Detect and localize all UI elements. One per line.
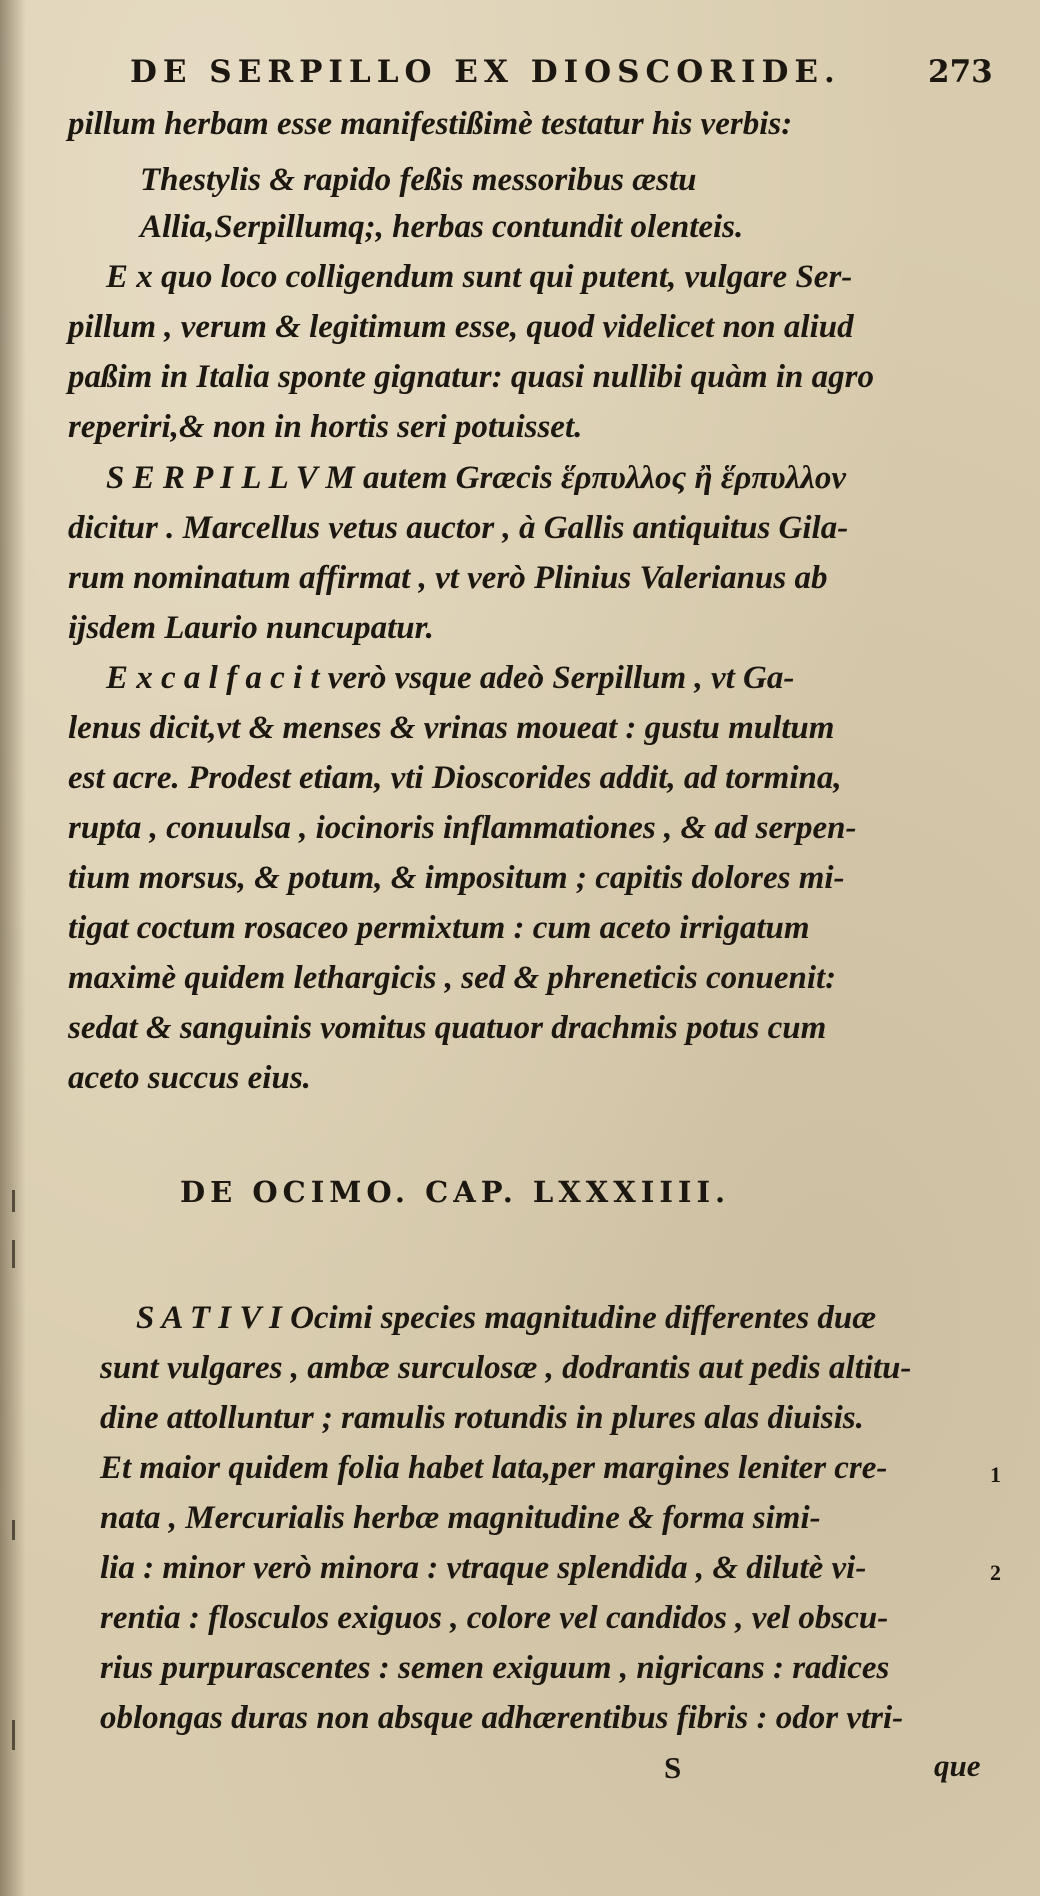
margin-note: 1 bbox=[990, 1462, 1001, 1487]
chapter-heading: DE OCIMO. CAP. LXXXIIII. bbox=[180, 1175, 731, 1209]
running-head: DE SERPILLO EX DIOSCORIDE. bbox=[130, 54, 841, 90]
ink-bleed-mark bbox=[12, 1720, 15, 1750]
page-number: 273 bbox=[928, 54, 993, 90]
text-line: sedat & sanguinis vomitus quatuor drachmis potus cum bbox=[68, 1010, 827, 1046]
text-line: sunt vulgares , ambæ surculosæ , dodrantis aut pedis altitu- bbox=[100, 1350, 912, 1386]
text-line: pillum , verum & legitimum esse, quod videlicet non aliud bbox=[68, 309, 854, 345]
text-line: rupta , conuulsa , iocinoris inflammationes , & ad serpen- bbox=[68, 810, 857, 846]
signature-mark: S bbox=[664, 1750, 682, 1785]
catchword: que bbox=[934, 1748, 981, 1783]
text-line: paßim in Italia sponte gignatur: quasi nullibi quàm in agro bbox=[68, 359, 874, 395]
margin-note: 2 bbox=[990, 1560, 1001, 1585]
page-edge-shadow bbox=[0, 0, 26, 1896]
ink-bleed-mark bbox=[12, 1240, 15, 1268]
verse-line: Thestylis & rapido feßis messoribus æstu bbox=[140, 162, 697, 198]
text-line: tium morsus, & potum, & impositum ; capitis dolores mi- bbox=[68, 860, 845, 896]
text-line: E x c a l f a c i t verò vsque adeò Serpillum , vt Ga- bbox=[106, 660, 795, 696]
text-line: lenus dicit,vt & menses & vrinas moueat : gustu multum bbox=[68, 710, 835, 746]
text-line: est acre. Prodest etiam, vti Dioscorides addit, ad tormina, bbox=[68, 760, 842, 796]
text-line: E x quo loco colligendum sunt qui putent, vulgare Ser- bbox=[106, 259, 853, 295]
page-header bbox=[0, 50, 1040, 100]
text-line: S A T I V I Ocimi species magnitudine differentes duæ bbox=[136, 1300, 877, 1336]
text-line: dine attolluntur ; ramulis rotundis in plures alas diuisis. bbox=[100, 1400, 864, 1436]
text-line: aceto succus eius. bbox=[68, 1060, 311, 1096]
text-line: lia : minor verò minora : vtraque splendida , & dilutè vi- bbox=[100, 1550, 867, 1586]
text-line: rentia : flosculos exiguos , colore vel candidos , vel obscu- bbox=[100, 1600, 889, 1636]
text-line: reperiri,& non in hortis seri potuisset. bbox=[68, 409, 583, 445]
text-line: ijsdem Laurio nuncupatur. bbox=[68, 610, 434, 646]
text-line: rum nominatum affirmat , vt verò Plinius Valerianus ab bbox=[68, 560, 828, 596]
ink-bleed-mark bbox=[12, 1190, 15, 1212]
text-line: rius purpurascentes : semen exiguum , nigricans : radices bbox=[100, 1650, 890, 1686]
text-line: oblongas duras non absque adhærentibus fibris : odor vtri- bbox=[100, 1700, 904, 1736]
ink-bleed-mark bbox=[12, 1520, 15, 1540]
text-line: nata , Mercurialis herbæ magnitudine & forma simi- bbox=[100, 1500, 821, 1536]
text-line: dicitur . Marcellus vetus auctor , à Gallis antiquitus Gila- bbox=[68, 510, 849, 546]
text-line: maximè quidem lethargicis , sed & phreneticis conuenit: bbox=[68, 960, 837, 996]
text-line: S E R P I L L V M autem Græcis ἕρπυλλος ἢ ἕρπυλλον bbox=[106, 460, 847, 496]
text-line: pillum herbam esse manifestißimè testatur his verbis: bbox=[68, 106, 793, 142]
text-line: Et maior quidem folia habet lata,per margines leniter cre- bbox=[100, 1450, 888, 1486]
text-line: tigat coctum rosaceo permixtum : cum aceto irrigatum bbox=[68, 910, 810, 946]
verse-line: Allia,Serpillumq;, herbas contundit olenteis. bbox=[140, 209, 744, 245]
